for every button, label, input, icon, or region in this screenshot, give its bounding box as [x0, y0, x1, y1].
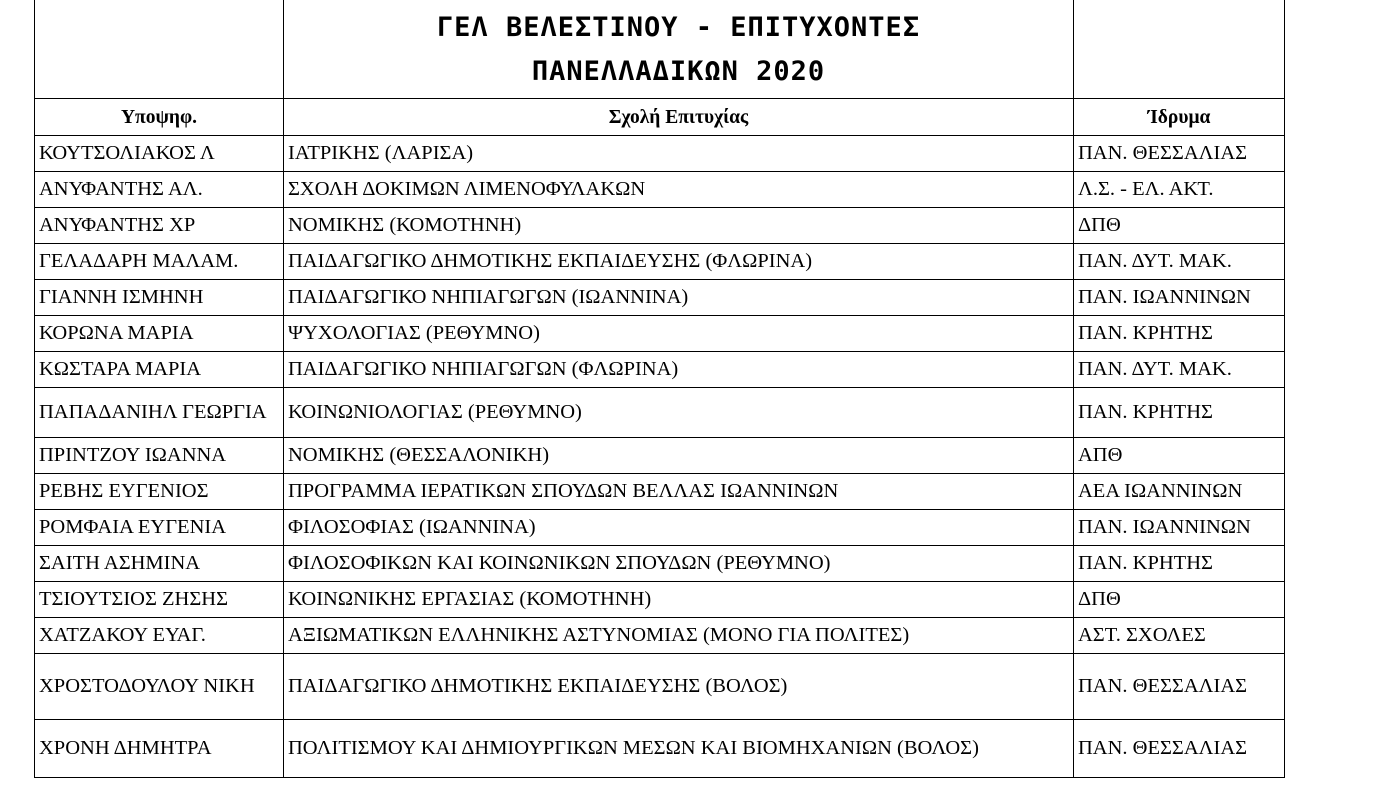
table-row: [35, 388, 1285, 438]
school-cell: ΝΟΜΙΚΗΣ (ΚΟΜΟΤΗΝΗ): [284, 208, 1074, 244]
school-cell: ΦΙΛΟΣΟΦΙΚΩΝ ΚΑΙ ΚΟΙΝΩΝΙΚΩΝ ΣΠΟΥΔΩΝ (ΡΕΘΥΜΝΟ): [284, 546, 1074, 582]
table-row: [35, 474, 1285, 510]
table-row: [35, 136, 1285, 172]
candidate-cell: ΑΝΥΦΑΝΤΗΣ ΧΡ: [35, 208, 284, 244]
table-row: [35, 280, 1285, 316]
header-school: Σχολή Επιτυχίας: [284, 99, 1074, 136]
school-cell: ΠΑΙΔΑΓΩΓΙΚΟ ΔΗΜΟΤΙΚΗΣ ΕΚΠΑΙΔΕΥΣΗΣ (ΒΟΛΟΣ): [284, 654, 1074, 720]
candidate-cell: ΤΣΙΟΥΤΣΙΟΣ ΖΗΣΗΣ: [35, 582, 284, 618]
institution-cell: ΠΑΝ. ΔΥΤ. ΜΑΚ.: [1074, 352, 1285, 388]
table-row: [35, 618, 1285, 654]
title-row: [35, 0, 1285, 99]
institution-cell: ΠΑΝ. ΔΥΤ. ΜΑΚ.: [1074, 244, 1285, 280]
school-cell: ΦΙΛΟΣΟΦΙΑΣ (ΙΩΑΝΝΙΝΑ): [284, 510, 1074, 546]
school-cell: ΠΑΙΔΑΓΩΓΙΚΟ ΔΗΜΟΤΙΚΗΣ ΕΚΠΑΙΔΕΥΣΗΣ (ΦΛΩΡΙΝΑ): [284, 244, 1074, 280]
candidate-cell: ΧΡΟΝΗ ΔΗΜΗΤΡΑ: [35, 720, 284, 778]
institution-cell: ΠΑΝ. ΘΕΣΣΑΛΙΑΣ: [1074, 654, 1285, 720]
title-line-2: ΠΑΝΕΛΛΑΔΙΚΩΝ 2020: [531, 55, 826, 87]
table-row: [35, 352, 1285, 388]
institution-cell: Λ.Σ. - ΕΛ. ΑΚΤ.: [1074, 172, 1285, 208]
candidate-cell: ΣΑΙΤΗ ΑΣΗΜΙΝΑ: [35, 546, 284, 582]
blank-title-right: [1074, 0, 1285, 99]
page-title: [284, 0, 1074, 99]
table-row: [35, 172, 1285, 208]
school-cell: ΠΡΟΓΡΑΜΜΑ ΙΕΡΑΤΙΚΩΝ ΣΠΟΥΔΩΝ ΒΕΛΛΑΣ ΙΩΑΝΝΙΝΩΝ: [284, 474, 1074, 510]
school-cell: ΑΞΙΩΜΑΤΙΚΩΝ ΕΛΛΗΝΙΚΗΣ ΑΣΤΥΝΟΜΙΑΣ (ΜΟΝΟ ΓΙΑ ΠΟΛΙΤΕΣ): [284, 618, 1074, 654]
table-row: [35, 316, 1285, 352]
header-candidate: Υποψηφ.: [35, 99, 284, 136]
candidate-cell: ΡΕΒΗΣ ΕΥΓΕΝΙΟΣ: [35, 474, 284, 510]
institution-cell: ΠΑΝ. ΙΩΑΝΝΙΝΩΝ: [1074, 510, 1285, 546]
school-cell: ΣΧΟΛΗ ΔΟΚΙΜΩΝ ΛΙΜΕΝΟΦΥΛΑΚΩΝ: [284, 172, 1074, 208]
header-row: [35, 99, 1285, 136]
institution-cell: ΠΑΝ. ΚΡΗΤΗΣ: [1074, 316, 1285, 352]
blank-title-left: [35, 0, 284, 99]
institution-cell: ΠΑΝ. ΙΩΑΝΝΙΝΩΝ: [1074, 280, 1285, 316]
table-row: [35, 244, 1285, 280]
institution-cell: ΠΑΝ. ΘΕΣΣΑΛΙΑΣ: [1074, 720, 1285, 778]
candidate-cell: ΚΩΣΤΑΡΑ ΜΑΡΙΑ: [35, 352, 284, 388]
table-row: [35, 208, 1285, 244]
table-row: [35, 546, 1285, 582]
results-table: [34, 0, 1285, 778]
candidate-cell: ΓΙΑΝΝΗ ΙΣΜΗΝΗ: [35, 280, 284, 316]
candidate-cell: ΧΑΤΖΑΚΟΥ ΕΥΑΓ.: [35, 618, 284, 654]
table-row: [35, 438, 1285, 474]
school-cell: ΙΑΤΡΙΚΗΣ (ΛΑΡΙΣΑ): [284, 136, 1074, 172]
school-cell: ΠΑΙΔΑΓΩΓΙΚΟ ΝΗΠΙΑΓΩΓΩΝ (ΙΩΑΝΝΙΝΑ): [284, 280, 1074, 316]
table-row: [35, 582, 1285, 618]
institution-cell: ΑΕΑ ΙΩΑΝΝΙΝΩΝ: [1074, 474, 1285, 510]
candidate-cell: ΧΡΟΣΤΟΔΟΥΛΟΥ ΝΙΚΗ: [35, 654, 284, 720]
institution-cell: ΑΠΘ: [1074, 438, 1285, 474]
school-cell: ΨΥΧΟΛΟΓΙΑΣ (ΡΕΘΥΜΝΟ): [284, 316, 1074, 352]
candidate-cell: ΡΟΜΦΑΙΑ ΕΥΓΕΝΙΑ: [35, 510, 284, 546]
school-cell: ΚΟΙΝΩΝΙΟΛΟΓΙΑΣ (ΡΕΘΥΜΝΟ): [284, 388, 1074, 438]
candidate-cell: ΚΟΡΩΝΑ ΜΑΡΙΑ: [35, 316, 284, 352]
school-cell: ΠΟΛΙΤΙΣΜΟΥ ΚΑΙ ΔΗΜΙΟΥΡΓΙΚΩΝ ΜΕΣΩΝ ΚΑΙ ΒΙΟΜΗΧΑΝΙΩΝ (ΒΟΛΟΣ): [284, 720, 1074, 778]
institution-cell: ΔΠΘ: [1074, 582, 1285, 618]
institution-cell: ΠΑΝ. ΚΡΗΤΗΣ: [1074, 388, 1285, 438]
institution-cell: ΑΣΤ. ΣΧΟΛΕΣ: [1074, 618, 1285, 654]
candidate-cell: ΓΕΛΑΔΑΡΗ ΜΑΛΑΜ.: [35, 244, 284, 280]
table-row: [35, 654, 1285, 720]
school-cell: ΠΑΙΔΑΓΩΓΙΚΟ ΝΗΠΙΑΓΩΓΩΝ (ΦΛΩΡΙΝΑ): [284, 352, 1074, 388]
school-cell: ΝΟΜΙΚΗΣ (ΘΕΣΣΑΛΟΝΙΚΗ): [284, 438, 1074, 474]
candidate-cell: ΚΟΥΤΣΟΛΙΑΚΟΣ Λ: [35, 136, 284, 172]
institution-cell: ΠΑΝ. ΘΕΣΣΑΛΙΑΣ: [1074, 136, 1285, 172]
table-row: [35, 510, 1285, 546]
institution-cell: ΔΠΘ: [1074, 208, 1285, 244]
header-institution: Ίδρυμα: [1074, 99, 1285, 136]
candidate-cell: ΠΑΠΑΔΑΝΙΗΛ ΓΕΩΡΓΙΑ: [35, 388, 284, 438]
institution-cell: ΠΑΝ. ΚΡΗΤΗΣ: [1074, 546, 1285, 582]
table-row: [35, 720, 1285, 778]
title-line-1: ΓΕΛ ΒΕΛΕΣΤΙΝΟΥ - ΕΠΙΤΥΧΟΝΤΕΣ: [436, 11, 921, 43]
table-body: [35, 136, 1285, 778]
candidate-cell: ΑΝΥΦΑΝΤΗΣ ΑΛ.: [35, 172, 284, 208]
school-cell: ΚΟΙΝΩΝΙΚΗΣ ΕΡΓΑΣΙΑΣ (ΚΟΜΟΤΗΝΗ): [284, 582, 1074, 618]
candidate-cell: ΠΡΙΝΤΖΟΥ ΙΩΑΝΝΑ: [35, 438, 284, 474]
